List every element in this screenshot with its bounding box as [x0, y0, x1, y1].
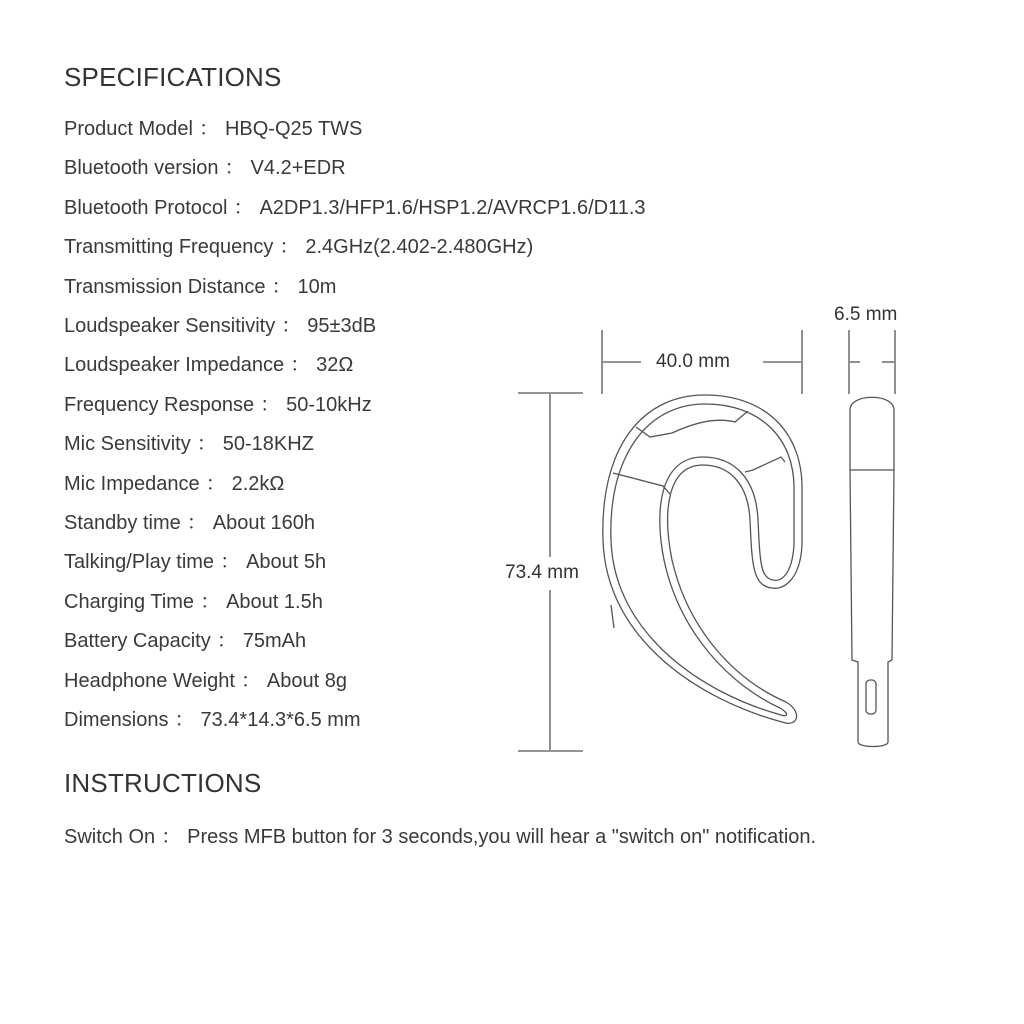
- separator: ：: [216, 630, 237, 653]
- spec-label: Standby time: [64, 512, 181, 534]
- instruction-text: Press MFB button for 3 seconds,you will hear a "switch on" notification.: [187, 826, 817, 848]
- spec-value: 32Ω: [316, 354, 354, 377]
- spec-value: 75mAh: [242, 630, 307, 653]
- separator: ：: [174, 709, 195, 731]
- separator: ：: [198, 118, 219, 140]
- spec-value: 50-18KHZ: [222, 433, 314, 456]
- specifications-heading: SPECIFICATIONS: [64, 62, 282, 92]
- separator: ：: [290, 354, 311, 377]
- spec-value: HBQ-Q25 TWS: [224, 118, 363, 140]
- spec-label: Mic Impedance: [64, 472, 200, 495]
- earphone-front-view: [603, 395, 802, 723]
- spec-label: Frequency Response: [64, 393, 255, 416]
- spec-value: About 5h: [246, 551, 327, 574]
- spec-label: Bluetooth version: [64, 157, 219, 180]
- spec-label: Bluetooth Protocol: [64, 196, 228, 219]
- spec-label: Product Model: [64, 118, 193, 140]
- spec-label: Headphone Weight: [64, 669, 235, 692]
- separator: ：: [240, 669, 261, 692]
- separator: ：: [224, 157, 245, 180]
- spec-label: Transmitting Frequency: [64, 236, 274, 259]
- spec-label: Mic Sensitivity: [64, 433, 191, 456]
- instructions-heading: INSTRUCTIONS: [64, 768, 262, 798]
- spec-label: Transmission Distance: [64, 275, 266, 298]
- thickness-label: 6.5 mm: [834, 304, 898, 325]
- spec-value: 73.4*14.3*6.5 mm: [200, 709, 361, 731]
- separator: ：: [205, 472, 226, 495]
- spec-value: About 8g: [266, 669, 347, 692]
- spec-label: Dimensions: [64, 709, 169, 731]
- instruction-label: Switch On: [64, 826, 156, 848]
- spec-label: Talking/Play time: [64, 551, 215, 574]
- separator: ：: [200, 590, 221, 613]
- separator: ：: [233, 196, 254, 219]
- spec-label: Charging Time: [64, 590, 195, 613]
- spec-value: 50-10kHz: [286, 393, 372, 416]
- spec-value: V4.2+EDR: [250, 157, 346, 180]
- earphone-side-view: [850, 397, 894, 746]
- separator: ：: [260, 393, 281, 416]
- spec-value: A2DP1.3/HFP1.6/HSP1.2/AVRCP1.6/D11.3: [259, 196, 646, 219]
- separator: ：: [196, 433, 217, 456]
- separator: ：: [281, 315, 302, 337]
- separator: ：: [271, 275, 292, 298]
- spec-value: 95±3dB: [307, 315, 377, 337]
- height-label: 73.4 mm: [505, 562, 579, 583]
- spec-value: About 1.5h: [226, 590, 323, 613]
- separator: ：: [161, 826, 182, 848]
- spec-label: Battery Capacity: [64, 630, 211, 653]
- separator: ：: [220, 551, 241, 574]
- spec-label: Loudspeaker Impedance: [64, 354, 285, 377]
- thickness-dimension-lines: [849, 330, 895, 394]
- separator: ：: [186, 512, 207, 534]
- spec-value: About 160h: [212, 512, 316, 534]
- separator: ：: [279, 236, 300, 259]
- spec-value: 2.2kΩ: [231, 472, 285, 495]
- spec-label: Loudspeaker Sensitivity: [64, 315, 276, 337]
- spec-value: 2.4GHz(2.402-2.480GHz): [305, 236, 534, 259]
- width-label: 40.0 mm: [656, 351, 730, 372]
- spec-value: 10m: [297, 275, 337, 298]
